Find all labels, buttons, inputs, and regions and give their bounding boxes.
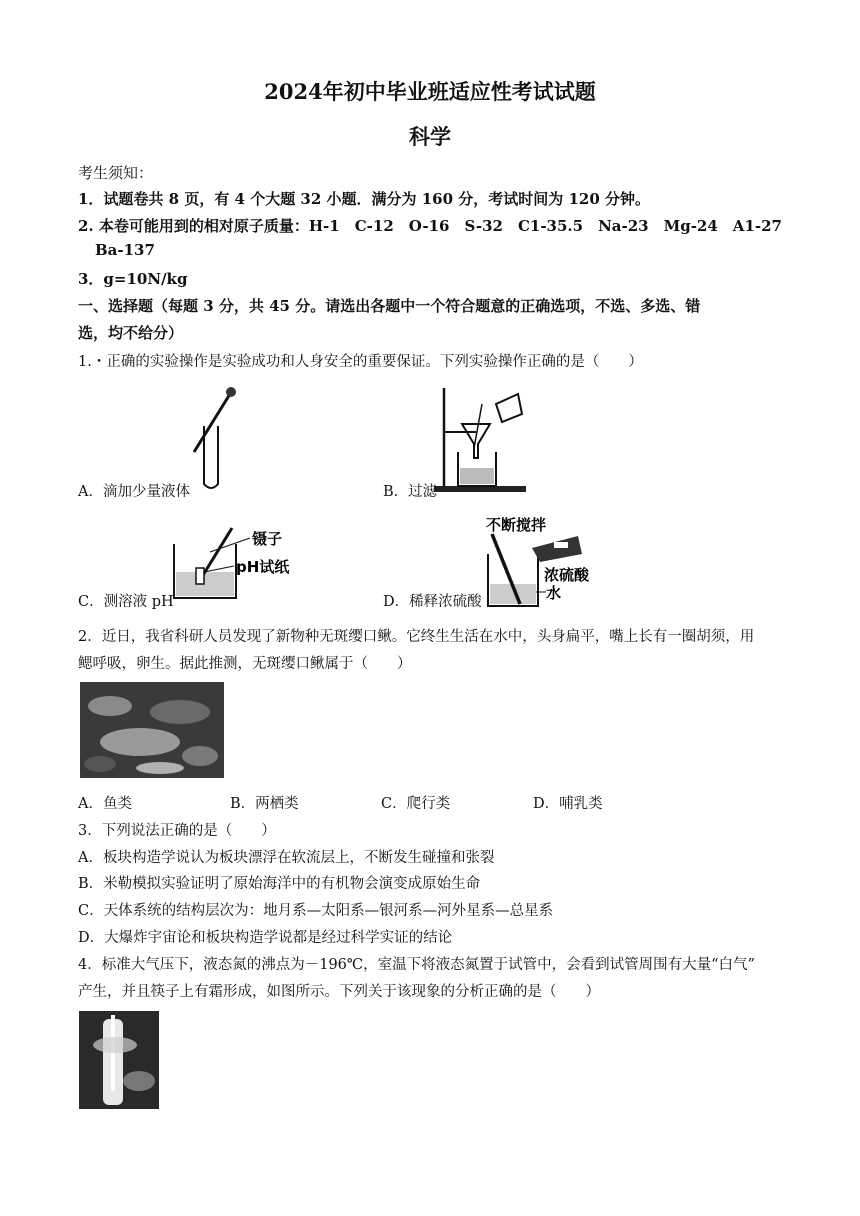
notice-item-2-cont: Ba-137	[95, 241, 155, 259]
q1-figure-c	[170, 522, 310, 602]
q1-option-b: B．过滤	[383, 484, 438, 500]
label-ph-paper: pH试纸	[236, 558, 290, 576]
q4-stem-line2: 产生，并且筷子上有霜形成，如图所示。下列关于该现象的分析正确的是（ ）	[78, 984, 600, 1000]
photo-texture	[182, 746, 218, 766]
subject-title: 科学	[409, 124, 451, 149]
dropper-bulb	[226, 387, 236, 397]
photo-texture	[88, 696, 132, 716]
ph-paper	[196, 568, 204, 584]
notice-item-2: 2. 本卷可能用到的相对原子质量：H-1 C-12 O-16 S-32 C1-35.5 Na-23 Mg-24 A1-27	[78, 217, 782, 235]
notice-item-1: 1．试题卷共 8 页，有 4 个大题 32 小题．满分为 160 分，考试时间为 120 分钟。	[78, 190, 651, 208]
label-water: 水	[546, 584, 562, 602]
q2-stem-line1: 2．近日，我省科研人员发现了新物种无斑缨口鳅。它终生生活在水中，头身扁平，嘴上长有一圈胡须，用	[78, 629, 755, 645]
label-tweezers: 镊子	[252, 530, 283, 548]
q1-figure-b	[432, 384, 532, 496]
q1-option-a: A．滴加少量液体	[78, 484, 190, 500]
acid-bottle	[532, 536, 582, 562]
q3-option-c: C．天体系统的结构层次为：地月系—太阳系—银河系—河外星系—总星系	[78, 903, 554, 919]
solution	[176, 572, 234, 596]
q3-stem: 3．下列说法正确的是（ ）	[78, 823, 276, 839]
dropper-tube	[194, 394, 230, 452]
q2-option-d: D．哺乳类	[533, 796, 603, 812]
fish-shape	[100, 728, 180, 756]
q2-option-a: A．鱼类	[78, 796, 132, 812]
label-stir: 不断搅拌	[486, 516, 547, 534]
section-heading-line2: 选，均不给分）	[78, 324, 184, 342]
photo-texture	[136, 762, 184, 774]
label-acid: 浓硫酸	[544, 566, 590, 584]
pouring-beaker	[496, 394, 522, 422]
q1-option-d: D．稀释浓硫酸	[383, 594, 482, 610]
notice-item-3: 3．g=10N/kg	[78, 270, 188, 288]
q1-figure-d	[478, 514, 618, 610]
q3-option-b: B．米勒模拟实验证明了原始海洋中的有机物会演变成原始生命	[78, 876, 481, 892]
q2-option-c: C．爬行类	[381, 796, 451, 812]
exam-title: 2024年初中毕业班适应性考试试题	[264, 79, 596, 104]
q1-option-c: C．测溶液 pH	[78, 594, 174, 610]
q1-stem: 1.・正确的实验操作是实验成功和人身安全的重要保证。下列实验操作正确的是（ ）	[78, 354, 643, 370]
photo-texture	[84, 756, 116, 772]
photo-texture	[150, 700, 210, 724]
bottle-label	[554, 542, 568, 548]
white-vapor	[93, 1037, 137, 1053]
glass-rod	[474, 404, 482, 448]
q1-figure-a	[180, 382, 240, 494]
section-heading-line1: 一、选择题（每题 3 分，共 45 分。请选出各题中一个符合题意的正确选项，不选、多选、错	[78, 297, 701, 315]
filtrate	[460, 468, 494, 484]
q3-option-d: D．大爆炸宇宙论和板块构造学说都是经过科学实证的结论	[78, 930, 453, 946]
q2-option-b: B．两栖类	[230, 796, 299, 812]
q4-stem-line1: 4．标准大气压下，液态氮的沸点为－196℃，室温下将液态氮置于试管中，会看到试管周围有大量“白气”	[78, 957, 755, 973]
q3-option-a: A．板块构造学说认为板块漂浮在软流层上，不断发生碰撞和张裂	[78, 850, 495, 866]
notice-heading: 考生须知：	[78, 164, 154, 182]
label-line-tweezers	[210, 538, 250, 552]
q2-fish-photo	[80, 682, 224, 778]
photo-texture	[123, 1071, 155, 1091]
q4-test-tube-photo	[79, 1011, 159, 1109]
q2-stem-line2: 鳃呼吸，卵生。据此推测，无斑缨口鳅属于（ ）	[78, 656, 412, 672]
